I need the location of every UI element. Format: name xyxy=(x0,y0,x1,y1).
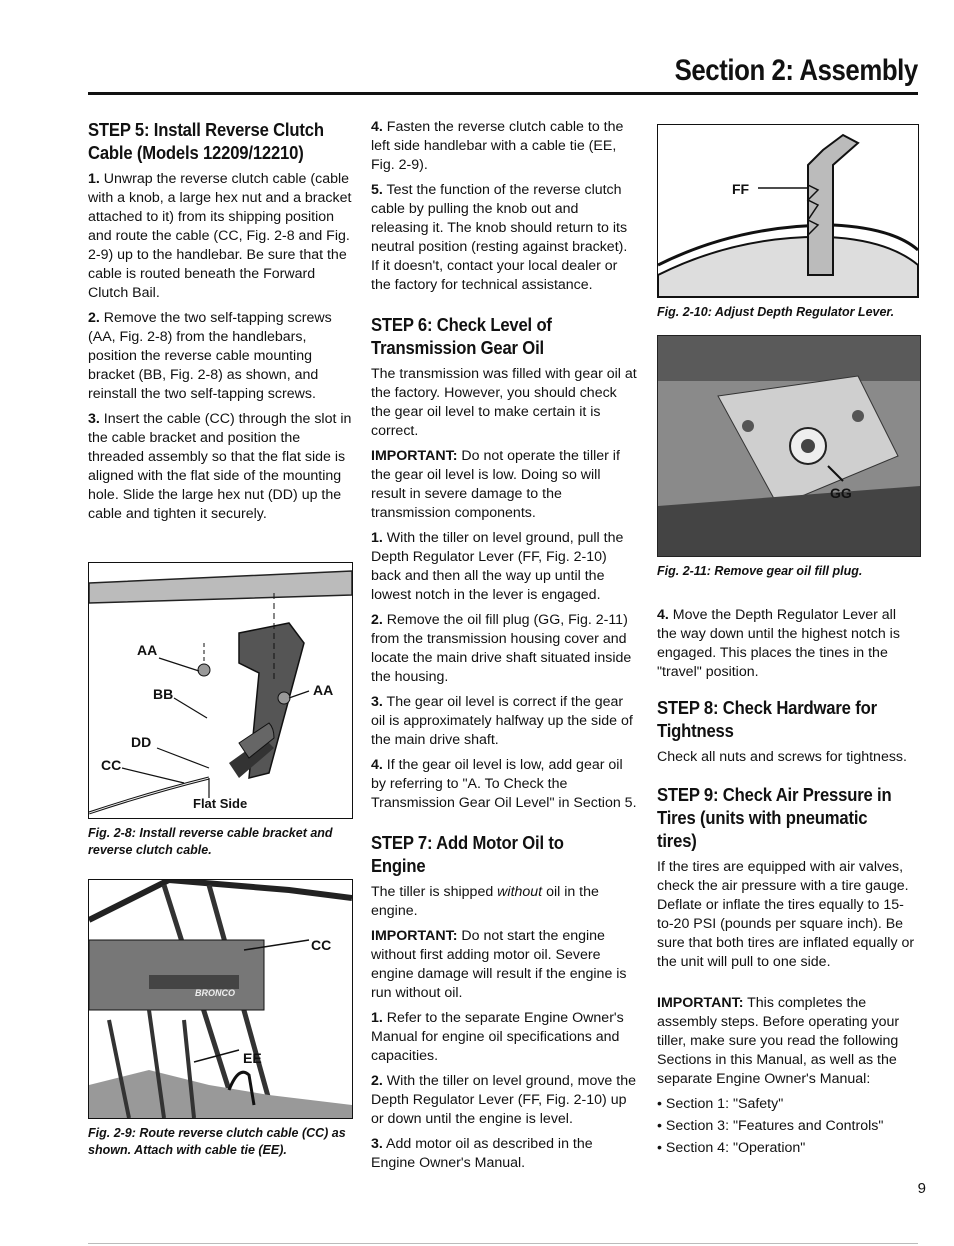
bullet-section-3: • Section 3: "Features and Controls" xyxy=(657,1118,884,1134)
depth-lever-illustration xyxy=(658,125,918,297)
step5-item-1: 1. Unwrap the reverse clutch cable (cable with a knob, a large hex nut and a bracket attached to it) from its shipping position and route the cable (CC, Fig. 2-8 and Fig. 2-9) up to the handlebar. Be sure that the cable is routed beneath the Forward Clutch Bail. xyxy=(88,171,352,301)
figure-2-9-caption: Fig. 2-9: Route reverse clutch cable (CC) as shown. Attach with cable tie (EE). xyxy=(88,1126,346,1157)
step5-item-5: 5. Test the function of the reverse clutch cable by pulling the knob out and releasing it. The knob should return to its neutral position (resting against bracket). If it doesn't, contact your local dealer or the factory for technical assistance. xyxy=(371,182,628,293)
fig8-label-aa-right: AA xyxy=(313,682,334,698)
step5-item-3: 3. Insert the cable (CC) through the slot in the cable bracket and position the threaded assembly so that the flat side is aligned with the flat side of the mounting hole. Slide the large hex nut (DD) up the cable and tighten it securely. xyxy=(88,411,352,522)
step9-heading: STEP 9: Check Air Pressure in Tires (units with pneumatic tires) xyxy=(657,784,892,851)
fig11-label-gg: GG xyxy=(830,485,852,501)
figure-2-11-caption: Fig. 2-11: Remove gear oil fill plug. xyxy=(657,564,863,578)
fig8-label-cc: CC xyxy=(101,757,122,773)
step6-item-4b: 4. Move the Depth Regulator Lever all the way down until the highest notch is engaged. This places the tines in the "travel" position. xyxy=(657,607,900,680)
fig10-label-ff: FF xyxy=(732,181,750,197)
fig8-label-flat-side: Flat Side xyxy=(193,796,248,811)
figure-2-10-caption: Fig. 2-10: Adjust Depth Regulator Lever. xyxy=(657,305,895,319)
final-important: IMPORTANT: This completes the assembly steps. Before operating your tiller, make sure you read the following Sections in this Manual, as well as the separate Engine Owner's Manual: xyxy=(657,995,900,1087)
column-right xyxy=(657,118,919,1161)
step9-text: If the tires are equipped with air valves, check the air pressure with a tire gauge. Deflate or inflate the tires equally to 15-to-20 PSI (pounds per square inch). Be sure that both tires are inflated equally or the unit will pull to one side. xyxy=(657,859,915,970)
bottom-rule xyxy=(88,1243,918,1244)
step6-item-4: 4. If the gear oil level is low, add gear oil by referring to "A. To Check the Transmission Gear Oil Level" in Section 5. xyxy=(371,757,637,811)
step7-intro: The tiller is shipped without oil in the engine. xyxy=(371,884,599,919)
step6-important: IMPORTANT: Do not operate the tiller if the gear oil level is low. Doing so will result in severe damage to the transmission components. xyxy=(371,448,620,521)
step6-item-1: 1. With the tiller on level ground, pull the Depth Regulator Lever (FF, Fig. 2-10) back and then all the way up until the lowest notch in the lever is engaged. xyxy=(371,530,624,603)
figure-2-8-caption: Fig. 2-8: Install reverse cable bracket and reverse clutch cable. xyxy=(88,826,333,857)
fig9-label-ee: EE xyxy=(243,1050,262,1066)
step7-item-2: 2. With the tiller on level ground, move the Depth Regulator Lever (FF, Fig. 2-10) up or down until the engine is level. xyxy=(371,1073,636,1127)
fig8-label-bb: BB xyxy=(153,686,174,702)
title-rule xyxy=(88,92,918,95)
step7-item-1: 1. Refer to the separate Engine Owner's Manual for engine oil specifications and capacities. xyxy=(371,1010,624,1064)
fig9-label-cc: CC xyxy=(311,937,332,953)
step5-item-2: 2. Remove the two self-tapping screws (AA, Fig. 2-8) from the handlebars, position the reverse cable mounting bracket (BB, Fig. 2-8) as shown, and reinstall the two self-tapping screws. xyxy=(88,310,332,402)
figure-2-9 xyxy=(88,879,353,1119)
figure-2-11 xyxy=(657,335,921,557)
page-number: 9 xyxy=(917,1180,926,1197)
step7-heading: STEP 7: Add Motor Oil to Engine xyxy=(371,832,564,876)
step6-heading: STEP 6: Check Level of Transmission Gear Oil xyxy=(371,314,552,358)
step6-item-3: 3. The gear oil level is correct if the gear oil is approximately halfway up the side of the main drive shaft. xyxy=(371,694,633,748)
figure-2-8 xyxy=(88,562,353,819)
section-title: Section 2: Assembly xyxy=(674,54,918,87)
fig9-brand: BRONCO xyxy=(195,988,235,998)
fig8-label-aa-left: AA xyxy=(137,642,158,658)
gear-housing-photo-illustration xyxy=(658,336,920,556)
column-middle xyxy=(371,118,639,1179)
step5-item-4: 4. Fasten the reverse clutch cable to the left side handlebar with a cable tie (EE, Fig. 2-9). xyxy=(371,119,624,173)
bullet-section-1: • Section 1: "Safety" xyxy=(657,1096,784,1112)
bullet-section-4: • Section 4: "Operation" xyxy=(657,1140,806,1156)
step5-heading: STEP 5: Install Reverse Clutch Cable (Models 12209/12210) xyxy=(88,119,324,163)
step6-item-2: 2. Remove the oil fill plug (GG, Fig. 2-11) from the transmission housing cover and locate the main drive shaft situated inside the housing. xyxy=(371,612,632,685)
column-left xyxy=(88,118,354,1159)
step7-important: IMPORTANT: Do not start the engine without first adding motor oil. Severe engine damage will result if the engine is run without oil. xyxy=(371,928,627,1001)
step6-intro: The transmission was filled with gear oil at the factory. However, you should check the gear oil level to make certain it is correct. xyxy=(371,366,637,439)
step7-item-3: 3. Add motor oil as described in the Engine Owner's Manual. xyxy=(371,1136,593,1171)
step8-text: Check all nuts and screws for tightness. xyxy=(657,749,907,765)
figure-2-10 xyxy=(657,124,919,298)
fig8-label-dd: DD xyxy=(131,734,152,750)
step8-heading: STEP 8: Check Hardware for Tightness xyxy=(657,697,877,741)
